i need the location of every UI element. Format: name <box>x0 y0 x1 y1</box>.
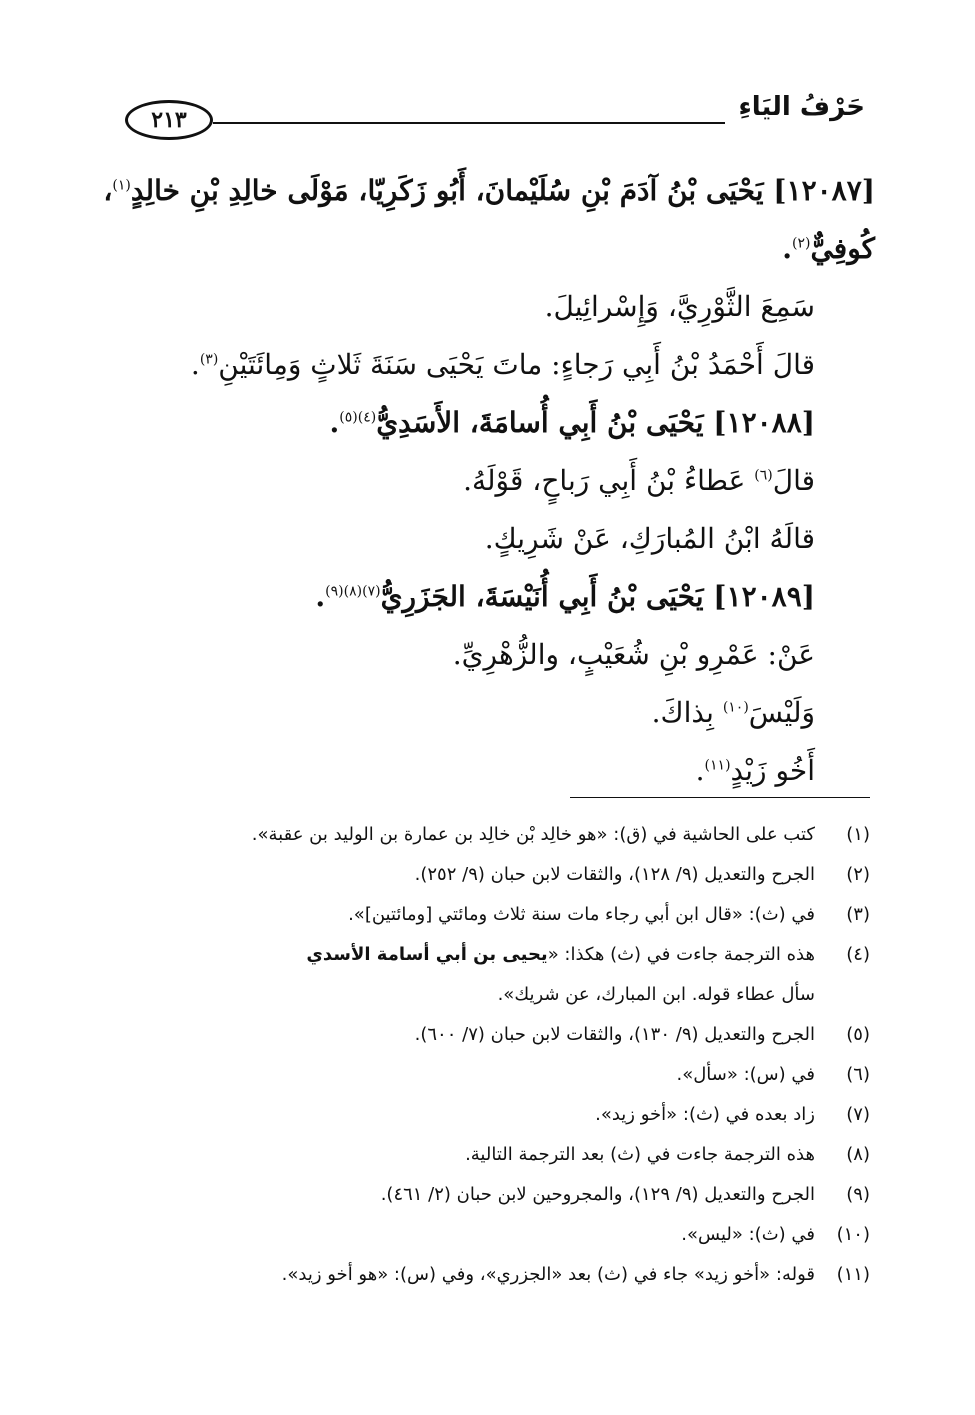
entry-text: سَمِعَ الثَّوْرِيَّ، وَإِسْرائِيلَ. <box>544 290 815 323</box>
footnote-number: (٥) <box>846 1024 870 1045</box>
footnote: (٦) في (س): «سأل». <box>100 1055 870 1095</box>
footnote-ref[interactable]: (٦) <box>754 467 773 484</box>
footnote-number: (١) <box>846 824 870 845</box>
entry-heading: [١٢٠٨٩] يَحْيَى بْنُ أَبِي أُنَيْسَةَ، الجَزَرِيُّ$^{(٧)(٨)(٩)}$. <box>315 580 815 613</box>
footnote: (٤) هذه الترجمة جاءت في (ث) هكذا: «يحيى بن أبي أسامة الأسدي سأل عطاء قوله. ابن المبارك، عن شريك». <box>100 935 870 1015</box>
footnote: (٧) زاد بعده في (ث): «أخو زيد». <box>100 1095 870 1135</box>
page-header <box>125 92 865 148</box>
entry-text: وَلَيْسَ$^{(١٠)}$ بِذاكَ. <box>651 696 815 729</box>
footnote-separator <box>570 797 870 798</box>
footnote: (٨) هذه الترجمة جاءت في (ث) بعد الترجمة التالية. <box>100 1135 870 1175</box>
footnote: (١) كتب على الحاشية في (ق): «هو خالِد بْن خالِد بن عمارة بن الوليد بن عقبة». <box>100 815 870 855</box>
entry-heading-cont: كُوفِيٌّ$^{(٢)}$. <box>782 232 875 265</box>
footnotes <box>100 815 870 1295</box>
footnote-number: (٢) <box>846 864 870 885</box>
footnote-number: (٩) <box>846 1184 870 1205</box>
footnote-ref[interactable]: (١) <box>112 177 131 194</box>
footnote-ref[interactable]: (١٠) <box>722 699 749 716</box>
footnote-ref[interactable]: (٣) <box>199 351 219 368</box>
footnote: (١١) قوله: «أخو زيد» جاء في (ث) بعد «الجزري»، وفي (س): «هو أخو زيد». <box>100 1255 870 1295</box>
entry-text: قالَ أَحْمَدُ بْنُ أَبِي رَجاءٍ: ماتَ يَحْيَى سَنَةَ ثَلاثٍ وَمِائَتَيْنِ$^{(٣)}$. <box>190 348 815 381</box>
footnote-ref[interactable]: (١١) <box>704 757 731 774</box>
page-number: ٢١٣ <box>125 100 213 140</box>
entry-heading: [١٢٠٨٧] يَحْيَى بْنُ آدَمَ بْنِ سُلَيْمانَ، أَبُو زَكَرِيّا، مَوْلَى خالِدِ بْنِ خالِدٍ$^{(١)}$، <box>103 174 875 207</box>
running-head: حَرْفُ اليَاءِ <box>738 92 865 122</box>
header-rule <box>213 122 725 124</box>
footnote: (٢) الجرح والتعديل (٩/ ١٢٨)، والثقات لابن حبان (٩/ ٢٥٢). <box>100 855 870 895</box>
footnote-ref[interactable]: (٧)(٨)(٩) <box>325 583 381 600</box>
footnote-number: (١١) <box>836 1264 870 1285</box>
footnote-number: (٨) <box>846 1144 870 1165</box>
footnote-number: (٦) <box>846 1064 870 1085</box>
entry-text: قالَهُ ابْنُ المُبارَكِ، عَنْ شَرِيكٍ. <box>484 522 815 555</box>
footnote-number: (٣) <box>846 904 870 925</box>
footnote-number: (١٠) <box>836 1224 870 1245</box>
footnote: (٣) في (ث): «قال ابن أبي رجاء مات سنة ثلاث ومائتي [ومائتين]». <box>100 895 870 935</box>
main-text <box>80 162 875 800</box>
footnote-number: (٧) <box>846 1104 870 1125</box>
footnote-ref[interactable]: (٢) <box>792 235 811 252</box>
entry-text: عَنْ: عَمْرِو بْنِ شُعَيْبٍ، والزُّهْرِيِّ. <box>452 638 815 671</box>
entry-text: أَخُو زَيْدٍ$^{(١١)}$. <box>695 754 815 787</box>
footnote: (١٠) في (ث): «ليس». <box>100 1215 870 1255</box>
footnote: (٥) الجرح والتعديل (٩/ ١٣٠)، والثقات لابن حبان (٧/ ٦٠٠). <box>100 1015 870 1055</box>
footnote: (٩) الجرح والتعديل (٩/ ١٢٩)، والمجروحين لابن حبان (٢/ ٤٦١). <box>100 1175 870 1215</box>
entry-text: قالَ$^{(٦)}$ عَطاءُ بْنُ أَبِي رَباحٍ، قَوْلَهُ. <box>463 464 815 497</box>
footnote-number: (٤) <box>846 944 870 965</box>
footnote-ref[interactable]: (٤)(٥) <box>339 409 377 426</box>
entry-heading: [١٢٠٨٨] يَحْيَى بْنُ أَبِي أُسامَةَ، الأَسَدِيُّ$^{(٤)(٥)}$. <box>329 406 815 439</box>
